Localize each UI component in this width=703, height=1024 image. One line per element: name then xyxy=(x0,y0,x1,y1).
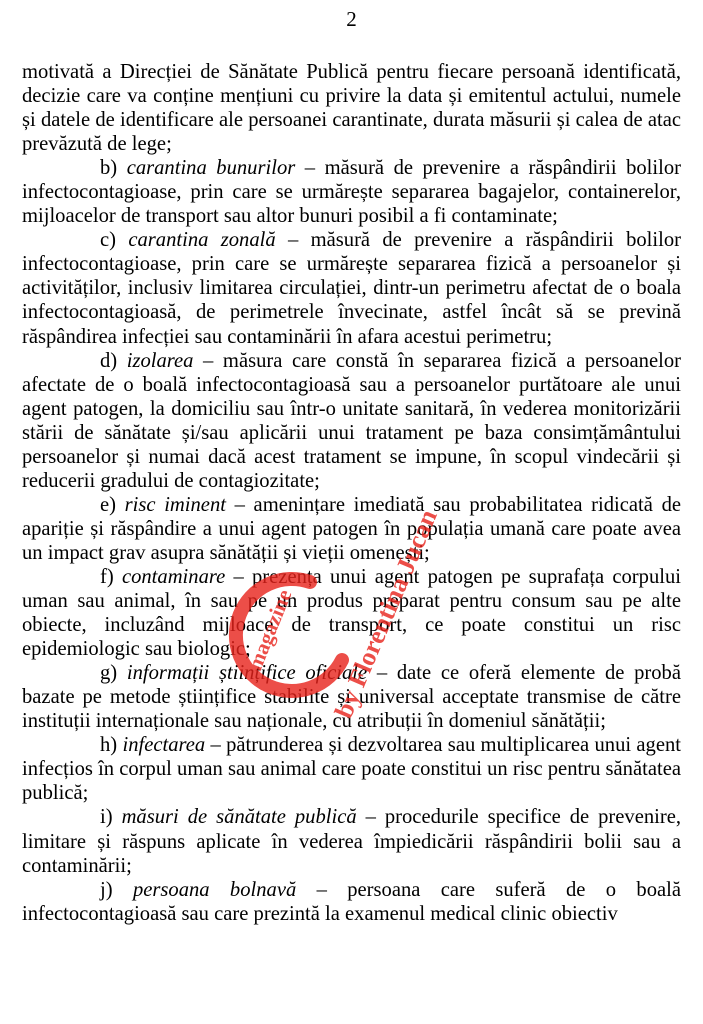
definition-i xyxy=(22,805,681,877)
definition-d xyxy=(22,349,681,493)
item-term: măsuri de sănătate publică xyxy=(121,806,357,829)
item-letter: i) xyxy=(100,806,113,829)
item-letter: g) xyxy=(100,662,118,685)
item-letter: d) xyxy=(100,349,118,372)
item-definition: – amenințare imediată sau probabilitatea ridicată de apariție și răspândire a unui agent patogen în populația umană care poate avea un impact grav asupra sănătății și vieții omenești; xyxy=(22,493,682,564)
item-letter: b) xyxy=(100,157,118,180)
item-term: risc iminent xyxy=(124,493,226,516)
item-definition: – pătrunderea și dezvoltarea sau multiplicarea unui agent infecțios în corpul uman sau animal care poate constitui un risc pentru sănătatea publică; xyxy=(22,734,681,805)
item-definition: – măsura care constă în separarea fizică a persoanelor afectate de o boală infectocontagioasă sau a persoanelor purtătoare ale unui agent patogen, la domiciliu sau într-o unitate sanitară, în vederea monitorizării stării de sănătate și/sau aplicării unui tratament pe baza consimțământului persoanelor și numai dacă acest tratament se impune, în scopul vindecării și reducerii gradului de contagiozitate; xyxy=(22,349,681,492)
item-definition: – măsură de prevenire a răspândirii bolilor infectocontagioase, prin care se urmărește separarea fizică a persoanelor și activităților, inclusiv limitarea circulației, dintr-un perimetru afectat de o boala infectocontagioasă, de perimetrele învecinate, astfel încât să se prevină răspândirea infecției sau contaminării în afara acestui perimetru; xyxy=(22,229,681,348)
item-definition: – prezența unui agent patogen pe suprafața corpului uman sau animal, în sau pe un produs preparat pentru consum sau pe alte obiecte, incluzând mijloace de transport, ce poate constitui un risc epidemiologic sau biologic; xyxy=(22,565,681,661)
item-definition: – persoana care suferă de o boală infectocontagioasă sau care prezintă la examenul medical clinic obiectiv xyxy=(22,878,681,925)
document-body xyxy=(22,60,681,926)
item-term: izolarea xyxy=(126,349,194,372)
item-term: carantina bunurilor xyxy=(126,157,296,180)
definition-f xyxy=(22,565,681,661)
item-term: contaminare xyxy=(121,565,226,588)
definition-c xyxy=(22,228,681,348)
item-letter: j) xyxy=(100,878,113,901)
item-term: persoana bolnavă xyxy=(132,878,297,901)
item-letter: f) xyxy=(100,565,114,588)
item-definition: – date ce oferă elemente de probă bazate pe metode științifice stabilite și universal acceptate transmise de către instituții internaționale sau naționale, cu atribuții în domeniul sănătății; xyxy=(22,662,681,733)
item-letter: e) xyxy=(100,493,116,516)
page-number: 2 xyxy=(346,7,357,31)
item-definition: – măsură de prevenire a răspândirii bolilor infectocontagioase, prin care se urmărește separarea bagajelor, containerelor, mijloacelor de transport sau altor bunuri posibil a fi contaminate; xyxy=(22,157,681,228)
definition-b xyxy=(22,156,681,228)
item-letter: c) xyxy=(100,229,116,252)
item-definition: – procedurile specifice de prevenire, limitare și răspuns aplicate în vederea împiedicării răspândirii bolii sau a contaminării; xyxy=(22,806,681,877)
watermark-text-author: by Florentina Jucan xyxy=(328,505,443,723)
definition-e xyxy=(22,493,681,565)
intro-paragraph: motivată a Direcției de Sănătate Publică pentru fiecare persoană identificată, decizie care va conține mențiuni cu privire la data și emitentul actului, numele și datele de identificare ale persoanei carantinate, durata măsurii și calea de atac prevăzută de lege; xyxy=(22,61,681,156)
item-letter: h) xyxy=(100,734,118,757)
item-term: infectarea xyxy=(122,734,206,757)
definition-g xyxy=(22,661,681,733)
item-term: informații științifice oficiale xyxy=(126,662,368,685)
definition-h xyxy=(22,733,681,805)
watermark-text-magazine: magazine xyxy=(242,585,297,674)
definition-j xyxy=(22,878,681,926)
item-term: carantina zonală xyxy=(128,229,276,252)
